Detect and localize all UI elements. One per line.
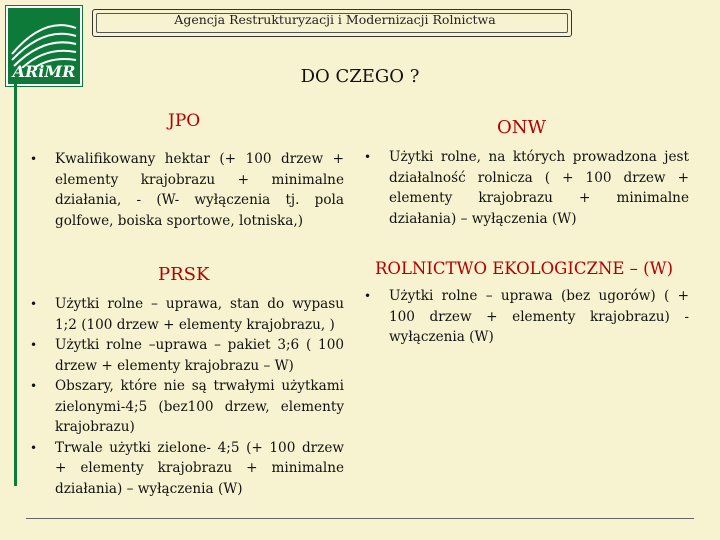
heading-eko: ROLNICTWO EKOLOGICZNE – (W) [375,259,674,278]
list-item: • Użytki rolne – uprawa (bez ugorów) ( + 100 drzew + elementy krajobrazu) - wyłączenia (W) [364,288,689,345]
bullet-icon: • [30,338,38,352]
page-title: DO CZEGO ? [300,66,420,87]
list-onw [364,147,689,229]
list-item: • Użytki rolne, na których prowadzona jest działalność rolnicza ( + 100 drzew + elementy krajobrazu + minimalne działania) – wyłączenia (W) [364,149,689,227]
list-item: • Kwalifikowany hektar (+ 100 drzew + elementy krajobrazu + minimalne działania, - (W- wyłączenia tj. pola golfowe, boiska sportowe, lotniska,) [30,151,344,229]
list-eko [364,286,689,348]
bullet-icon: • [30,440,38,455]
list-item: • Obszary, które nie są trwałymi użytkami zielonymi-4;5 (bez100 drzew, elementy krajobrazu) [30,378,344,435]
bottom-divider [26,518,694,519]
list-item: • Użytki rolne – uprawa, stan do wypasu 1;2 (100 drzew + elementy krajobrazu, ) [30,296,344,333]
list-jpo [30,149,344,231]
heading-onw: ONW [497,117,547,138]
logo-text: ARiMR [12,62,76,81]
field-emblem-icon [8,8,80,68]
bullet-icon: • [30,297,38,311]
bullet-icon: • [30,379,38,393]
bullet-icon: • [364,150,372,164]
decorative-vertical-rule [14,84,17,486]
heading-jpo: JPO [168,111,201,131]
list-item: • Trwale użytki zielone- 4;5 (+ 100 drzew + elementy krajobrazu + minimalne działania) – wyłączenia (W) [30,439,344,497]
bullet-icon: • [364,289,372,303]
list-item: • Użytki rolne –uprawa – pakiet 3;6 ( 100 drzew + elementy krajobrazu – W) [30,337,344,374]
agency-name: Agencja Restrukturyzacji i Modernizacji Rolnictwa [174,12,496,27]
list-prsk [30,294,344,499]
arimr-logo [6,6,82,86]
heading-prsk: PRSK [158,264,210,285]
bullet-icon: • [30,152,38,166]
